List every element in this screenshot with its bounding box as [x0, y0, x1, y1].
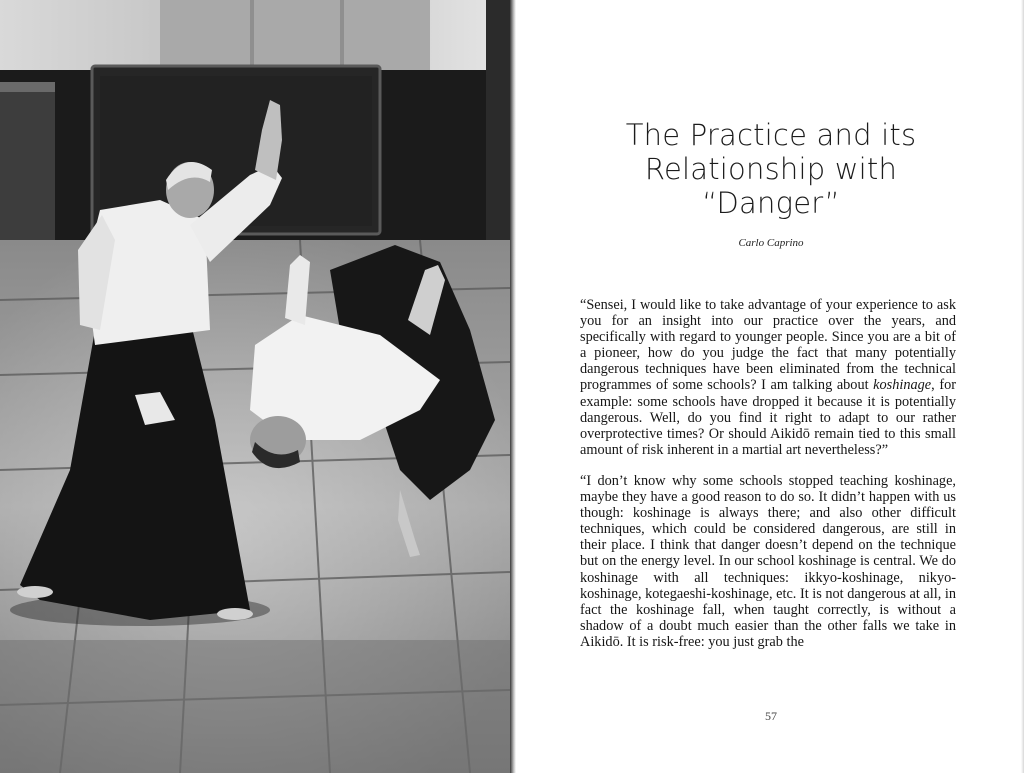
- photo-page: [0, 0, 510, 773]
- paragraph-question-start: “Sensei, I would like to take advantage of your experience to ask you for an insight into our practice over the years, and specifically with regard to younger people. Since you are a bit of a pioneer, how do you judge the fact that many potentially dangerous techniques have been eliminated from the technical programmes of some schools? I am talking about: [580, 297, 956, 394]
- article-title: [586, 118, 956, 220]
- aikido-throw-photo: [0, 0, 510, 773]
- title-line-1: The Practice and its: [625, 118, 917, 152]
- page-number: 57: [765, 709, 777, 723]
- paragraph-question-end: , for example: some schools have dropped it because it is potentially dangerous. Well, do you find it right to adapt to our rather overprotective times? Or should Aikidō remain tied to this small amount of risk inherent in a martial art nevertheless?”: [580, 377, 956, 458]
- koshinage-emphasis: koshinage: [873, 377, 932, 394]
- title-line-2: Relationship with: [644, 152, 898, 186]
- article-body: [580, 297, 956, 650]
- text-page: [516, 0, 1024, 773]
- title-line-3: “Danger”: [702, 186, 840, 220]
- paragraph-answer: “I don’t know why some schools stopped teaching koshinage, maybe they have a good reason to do so. It didn’t happen with us though: koshinage is always there; and also other difficult techniques, which could be considered dangerous, are still in their place. I think that danger doesn’t depend on the technique but on the energy level. In our school koshinage is central. We do koshinage with all techniques: ikkyo-koshinage, nikyo-koshinage, kotegaeshi-koshinage, etc. It is not dangerous at all, in fact the koshinage fall, when taught correctly, is without a shadow of a doubt much easier than the other falls we take in Aikidō. It is risk-free: you just grab the: [580, 472, 956, 650]
- paragraph-question: [580, 297, 956, 458]
- article-author: Carlo Caprino: [738, 237, 804, 249]
